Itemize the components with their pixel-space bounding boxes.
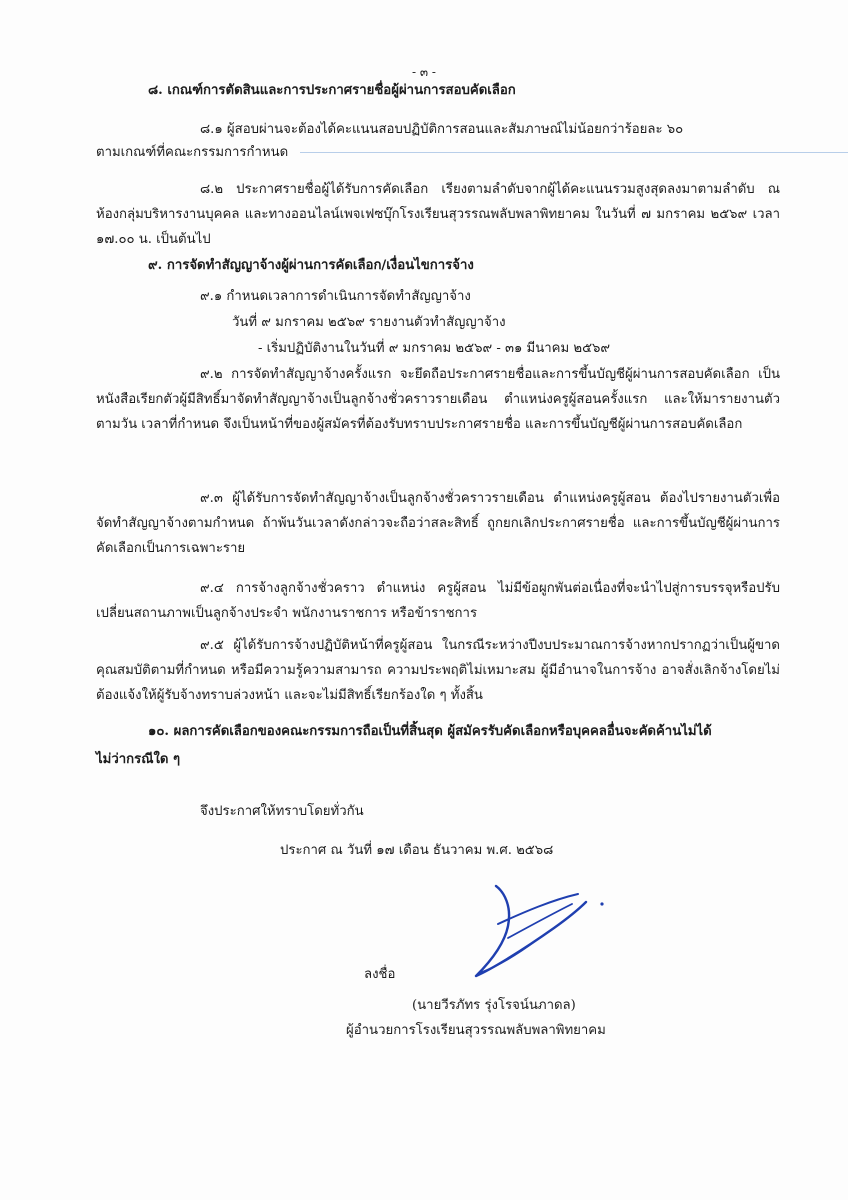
page-number: - ๓ -	[412, 65, 436, 79]
scan-rule-line	[300, 152, 848, 153]
section-8-1-line2: ตามเกณฑ์ที่คณะกรรมการกำหนด	[96, 145, 289, 160]
section-9-heading: ๙. การจัดทำสัญญาจ้างผู้ผ่านการคัดเลือก/เงื่อนไขการจ้าง	[148, 258, 474, 273]
section-8-heading: ๘. เกณฑ์การตัดสินและการประกาศรายชื่อผู้ผ่านการสอบคัดเลือก	[148, 83, 516, 98]
sign-label: ลงชื่อ	[364, 967, 396, 982]
announcement-date: ประกาศ ณ วันที่ ๑๗ เดือน ธันวาคม พ.ศ. ๒๕๖๘	[280, 843, 554, 858]
section-8-1-line1: ๘.๑ ผู้สอบผ่านจะต้องได้คะแนนสอบปฏิบัติการสอนและสัมภาษณ์ไม่น้อยกว่าร้อยละ ๖๐	[200, 122, 684, 137]
signer-name: (นายวีรภัทร รุ่งโรจน์นภาดล)	[412, 998, 576, 1013]
announcement-line: จึงประกาศให้ทราบโดยทั่วกัน	[200, 804, 364, 819]
section-9-1-date: วันที่ ๙ มกราคม ๒๕๖๙ รายงานตัวทำสัญญาจ้าง	[232, 315, 506, 330]
signer-title: ผู้อำนวยการโรงเรียนสุวรรณพลับพลาพิทยาคม	[346, 1023, 606, 1038]
section-9-1-start: - เริ่มปฏิบัติงานในวันที่ ๙ มกราคม ๒๕๖๙ - ๓๑ มีนาคม ๒๕๖๙	[258, 341, 611, 356]
section-9-2-paragraph: ๙.๒ การจัดทำสัญญาจ้างครั้งแรก จะยึดถือประกาศรายชื่อและการขึ้นบัญชีผู้ผ่านการสอบคัดเลือก เป็นหนังสือเรียกตัวผู้มีสิทธิ์มาจัดทำสัญญาจ้างเป็นลูกจ้างชั่วคราวรายเดือน ตำแหน่งครูผู้สอนครั้งแรก และให้มารายงานตัว ตามวัน เวลาที่กำหนด จึงเป็นหน้าที่ของผู้สมัครที่ต้องรับทราบประกาศรายชื่อ และการขึ้นบัญชีผู้ผ่านการสอบคัดเลือก	[96, 367, 780, 432]
section-9-4-paragraph: ๙.๔ การจ้างลูกจ้างชั่วคราว ตำแหน่ง ครูผู้สอน ไม่มีข้อผูกพันต่อเนื่องที่จะนำไปสู่การบรรจุหรือปรับเปลี่ยนสถานภาพเป็นลูกจ้างประจำ พนักงานราชการ หรือข้าราชการ	[96, 581, 780, 621]
section-9-1-line: ๙.๑ กำหนดเวลาการดำเนินการจัดทำสัญญาจ้าง	[200, 289, 471, 304]
section-10-line1: ๑๐. ผลการคัดเลือกของคณะกรรมการถือเป็นที่สิ้นสุด ผู้สมัครรับคัดเลือกหรือบุคคลอื่นจะคัดค้านไม่ได้	[148, 724, 712, 739]
section-9-3-paragraph: ๙.๓ ผู้ได้รับการจัดทำสัญญาจ้างเป็นลูกจ้างชั่วคราวรายเดือน ตำแหน่งครูผู้สอน ต้องไปรายงานตัวเพื่อจัดทำสัญญาจ้างตามกำหนด ถ้าพ้นวันเวลาดังกล่าวจะถือว่าสละสิทธิ์ ถูกยกเลิกประกาศรายชื่อ และการขึ้นบัญชีผู้ผ่านการคัดเลือกเป็นการเฉพาะราย	[96, 491, 780, 556]
signature-image	[468, 882, 608, 982]
section-9-5-paragraph: ๙.๕ ผู้ได้รับการจ้างปฏิบัติหน้าที่ครูผู้สอน ในกรณีระหว่างปีงบประมาณการจ้างหากปรากฏว่าเป็นผู้ขาดคุณสมบัติตามที่กำหนด หรือมีความรู้ความสามารถ ความประพฤติไม่เหมาะสม ผู้มีอำนาจในการจ้าง อาจสั่งเลิกจ้างโดยไม่ต้องแจ้งให้ผู้รับจ้างทราบล่วงหน้า และจะไม่มีสิทธิ์เรียกร้องใด ๆ ทั้งสิ้น	[96, 638, 780, 703]
section-10-line2: ไม่ว่ากรณีใด ๆ	[96, 752, 181, 767]
section-8-2-paragraph: ๘.๒ ประกาศรายชื่อผู้ได้รับการคัดเลือก เรียงตามลำดับจากผู้ได้คะแนนรวมสูงสุดลงมาตามลำดับ ณ ห้องกลุ่มบริหารงานบุคคล และทางออนไลน์เพจเฟซบุ๊กโรงเรียนสุวรรณพลับพลาพิทยาคม ในวันที่ ๗ มกราคม ๒๕๖๙ เวลา ๑๗.๐๐ น. เป็นต้นไป	[96, 182, 780, 247]
